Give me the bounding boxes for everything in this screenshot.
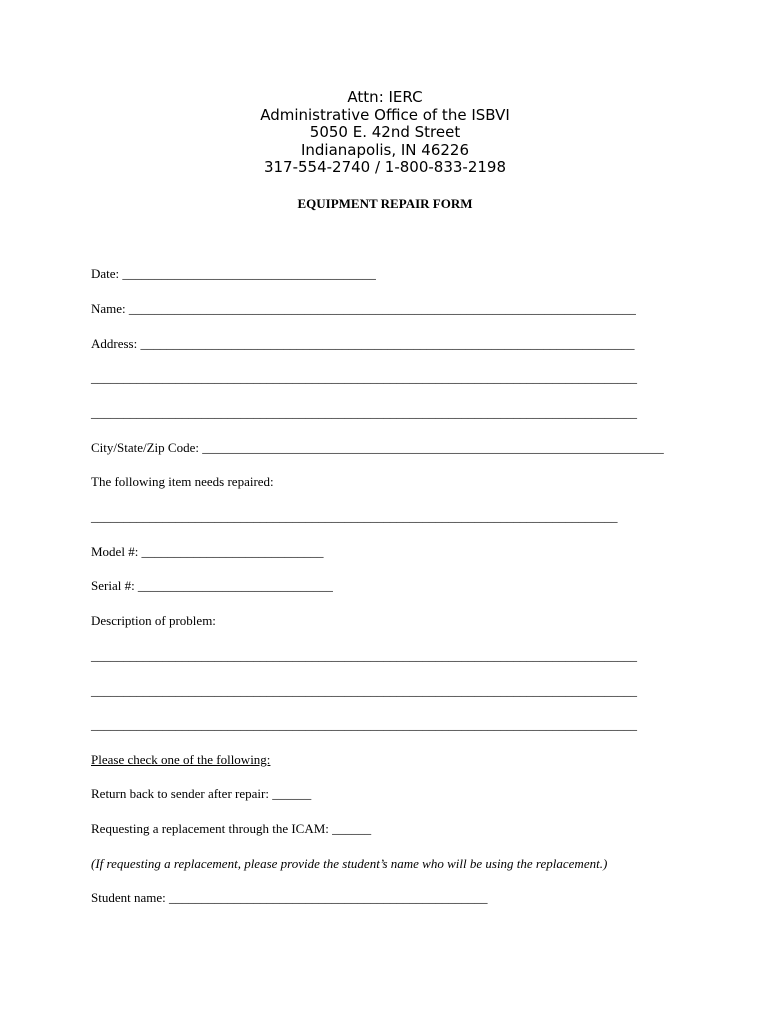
address-line-3[interactable]: ____________________________________________________________________________________ [91,405,637,420]
address-line-2[interactable]: ____________________________________________________________________________________ [91,370,637,385]
student-name-field[interactable]: Student name: _________________________________________________ [91,890,488,905]
city-state-zip-field[interactable]: City/State/Zip Code: _______________________________________________________________________ [91,440,664,455]
description-line-3[interactable]: ____________________________________________________________________________________ [91,717,637,732]
return-to-sender-option[interactable]: Return back to sender after repair: ______ [91,786,312,801]
form-title: EQUIPMENT REPAIR FORM [297,196,473,211]
item-prompt: The following item needs repaired: [91,474,274,489]
options-heading: Please check one of the following: [91,752,271,767]
phone-line: 317-554-2740 / 1-800-833-2198 [263,158,507,177]
description-line-2[interactable]: ____________________________________________________________________________________ [91,683,637,698]
item-field[interactable]: _________________________________________________________________________________ [91,509,618,524]
attn-line: Attn: IERC [347,88,423,106]
serial-field[interactable]: Serial #: ______________________________ [91,578,333,593]
date-field[interactable]: Date: _______________________________________ [91,266,376,281]
street-line: 5050 E. 42nd Street [309,123,461,142]
description-prompt: Description of problem: [91,613,216,628]
model-field[interactable]: Model #: ____________________________ [91,544,324,559]
name-field[interactable]: Name: ______________________________________________________________________________ [91,301,636,316]
description-line-1[interactable]: ____________________________________________________________________________________ [91,648,637,663]
replacement-note: (If requesting a replacement, please provide the student’s name who will be using the replacement.) [91,856,608,871]
replacement-option[interactable]: Requesting a replacement through the ICAM: ______ [91,821,372,836]
address-field[interactable]: Address: ____________________________________________________________________________ [91,336,635,351]
office-line: Administrative Office of the ISBVI [260,105,510,124]
address-header [0,89,770,177]
city-line: Indianapolis, IN 46226 [300,140,470,159]
